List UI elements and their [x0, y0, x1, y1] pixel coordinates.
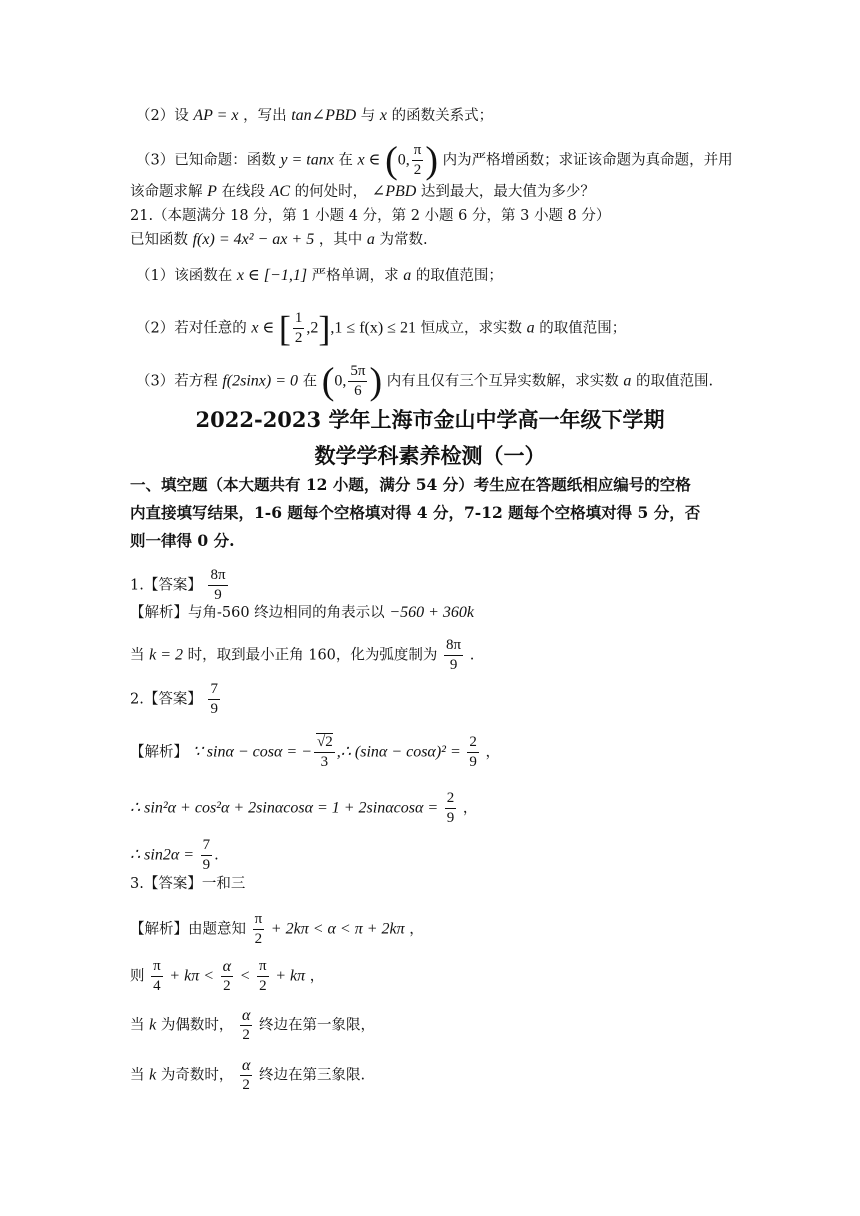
q3-x: x ∈ — [357, 151, 381, 169]
a3-exp3-suffix: 终边在第一象限， — [258, 1017, 375, 1034]
a3-exp1-expr: + 2kπ < α < π + 2kπ — [270, 920, 405, 938]
a2-exp1-because: ∵ sinα − cosα = − — [192, 743, 312, 761]
q2-ap-expr: AP = x — [193, 107, 239, 124]
a2-exp1-prefix: 【解析】 — [130, 744, 188, 761]
q3-pi-over-2: $\frac{\pi}{2}$ — [413, 142, 422, 178]
q21-p3-mid2: 内有且仅有三个互异实数解，求实数 — [386, 373, 619, 390]
q21-part2: （2）若对任意的 x ∈ [ $\frac{1}{2}$ ,2],1 ≤ f(x) ≤ 21 恒成立，求实数 a 的取值范围； — [136, 308, 627, 349]
q21-p2-half: $\frac{1}{2}$ — [294, 310, 303, 346]
answer-3-exp2 — [130, 957, 324, 996]
answer-3-exp3 — [130, 1006, 375, 1045]
q21-p1-suffix: 的取值范围； — [415, 268, 503, 284]
a3-exp4-mid: 为奇数时， — [160, 1067, 234, 1084]
q21-p2-rest: ,2 — [306, 319, 319, 337]
q3-mid2: 在线段 — [221, 184, 265, 200]
q3-prefix: （3）已知命题：函数 — [136, 152, 276, 169]
a2-exp3-expr: ∴ sin2α = — [130, 846, 195, 864]
a3-exp1-suffix: ， — [409, 921, 424, 938]
a1-exp1-expr: −560 + 360k — [389, 604, 474, 621]
a3-exp4-suffix: 终边在第三象限. — [258, 1067, 366, 1084]
q2-suffix: 的函数关系式； — [391, 108, 494, 124]
q21-given-suffix-a: ，其中 — [318, 232, 363, 248]
a2-exp3-suffix: . — [214, 847, 219, 864]
q21-p3-mid: 在 — [302, 373, 318, 390]
a3-exp1-frac: $\frac{\pi}{2}$ — [254, 911, 263, 947]
q3-angle: ∠PBD — [371, 183, 417, 200]
a3-exp2-suffix: ， — [309, 968, 325, 985]
q21-p2-a: a — [526, 319, 535, 337]
exam-title-line2: 数学学科素养检测（一） — [314, 443, 546, 468]
q21-part3: （3）若方程 f(2sinx) = 0 在 (0, $\frac{5\pi}{6}$ ) 内有且仅有三个互异实数解，求实数 a 的取值范围. — [136, 360, 714, 403]
q20-part3-line2 — [130, 182, 595, 202]
q3-mid3: 的何处时， — [294, 184, 368, 200]
q2-prefix: （2）设 — [136, 108, 189, 124]
answer-2 — [130, 680, 222, 719]
q21-given-func: f(x) = 4x² − ax + 5 — [192, 231, 315, 248]
q21-given-prefix: 已知函数 — [130, 232, 188, 248]
q2-mid1: ，写出 — [243, 108, 287, 124]
q3-interval-left: 0, — [397, 151, 410, 169]
q21-part1 — [136, 266, 503, 286]
q21-p2-x: x ∈ — [251, 319, 275, 337]
a3-exp2-frac2: $\frac{\alpha}{2}$ — [222, 958, 232, 994]
q21-p2-mid: 恒成立，求实数 — [420, 320, 523, 337]
answer-1 — [130, 566, 230, 605]
answer-1-exp1 — [130, 603, 474, 623]
q2-tan-expr: tan∠PBD — [291, 107, 357, 124]
answer-2-label: 2.【答案】 — [130, 691, 202, 708]
answer-3-exp1 — [130, 910, 424, 949]
q3-p: P — [207, 183, 217, 200]
answer-1-label: 1.【答案】 — [130, 577, 202, 594]
q21-p3-prefix: （3）若方程 — [136, 373, 218, 390]
a2-exp1-sqrt-frac: $\frac{√2}{3}$ — [314, 733, 335, 772]
q3-func: y = tanx — [280, 151, 334, 169]
q21-p2-ineq: ,1 ≤ f(x) ≤ 21 — [330, 319, 416, 337]
section1-line2: 内直接填写结果，1-6 题每个空格填对得 4 分，7-12 题每个空格填对得 5 分，否 — [130, 503, 701, 522]
a3-exp4-k: k — [149, 1066, 157, 1084]
a3-exp3-frac: $\frac{\alpha}{2}$ — [241, 1007, 251, 1043]
q3-line2-prefix: 该命题求解 — [130, 184, 203, 200]
a1-exp2-mid: 时，取到最小正角 160，化为弧度制为 — [187, 647, 438, 664]
a3-exp2-frac3: $\frac{\pi}{2}$ — [259, 958, 267, 994]
answer-2-value: $\frac{7}{9}$ — [210, 681, 218, 717]
q3-ac: AC — [269, 183, 291, 200]
q21-p2-prefix: （2）若对任意的 — [136, 320, 247, 337]
q21-p3-a: a — [623, 372, 632, 390]
a2-exp2-suffix: ， — [462, 800, 478, 817]
a2-exp2-frac: $\frac{2}{9}$ — [446, 790, 455, 826]
q21-given-a: a — [366, 231, 375, 248]
q21-p1-interval: x ∈ [−1,1] — [236, 267, 308, 284]
q2-mid2: 与 — [360, 108, 376, 124]
q21-given — [130, 230, 428, 250]
answer-3-label: 3.【答案】一和三 — [130, 876, 246, 892]
q20-part3-line1: （3）已知命题：函数 y = tanx 在 x ∈ (0, $\frac{\pi}{2}$ ) 内为严格增函数；求证该命题为真命题，并用 — [136, 139, 733, 182]
q21-p1-a: a — [403, 267, 412, 284]
q21-p3-eq: f(2sinx) = 0 — [222, 372, 299, 390]
q2-x: x — [379, 107, 387, 124]
section1-line3: 则一律得 0 分. — [130, 531, 235, 550]
a3-exp4-frac: $\frac{\alpha}{2}$ — [241, 1057, 251, 1093]
answer-2-exp3 — [130, 836, 219, 875]
q3-line2-suffix: 达到最大，最大值为多少？ — [420, 184, 595, 200]
a2-exp3-frac: $\frac{7}{9}$ — [202, 837, 211, 873]
a3-exp2-prefix: 则 — [130, 968, 145, 985]
answer-3-exp4 — [130, 1056, 365, 1095]
a2-exp2-expr: ∴ sin²α + cos²α + 2sinαcosα = 1 + 2sinαcosα = — [130, 799, 439, 817]
a3-exp3-mid: 为偶数时， — [160, 1017, 234, 1034]
a3-exp2-m1: + kπ < — [169, 967, 215, 985]
answer-1-value: $\frac{8\pi}{9}$ — [210, 567, 226, 603]
answer-2-exp1 — [130, 733, 500, 772]
a1-exp2-k: k = 2 — [149, 646, 184, 664]
a2-exp1-therefore: ,∴ (sinα − cosα)² = — [336, 743, 461, 761]
a3-exp4-prefix: 当 — [130, 1067, 145, 1084]
q21-header: 21.（本题满分 18 分，第 1 小题 4 分，第 2 小题 6 分，第 3 小题 8 分） — [130, 208, 611, 224]
a2-exp1-suffix: ， — [485, 744, 500, 761]
a3-exp1-prefix: 【解析】由题意知 — [130, 921, 246, 938]
a3-exp2-frac1: $\frac{\pi}{4}$ — [153, 958, 161, 994]
answer-1-exp2 — [130, 636, 474, 675]
a3-exp3-k: k — [149, 1016, 157, 1034]
q3-mid1: 在 — [338, 152, 353, 169]
exam-title-line1: 2022-2023 学年上海市金山中学高一年级下学期 — [195, 407, 665, 432]
answer-2-exp2 — [130, 789, 477, 828]
q21-given-suffix-b: 为常数. — [379, 232, 428, 248]
a3-exp3-prefix: 当 — [130, 1017, 145, 1034]
q21-p2-suffix: 的取值范围； — [539, 320, 627, 337]
a3-exp2-m3: + kπ — [275, 967, 306, 985]
q3-suffix: 内为严格增函数；求证该命题为真命题，并用 — [442, 152, 733, 169]
a1-exp2-value: $\frac{8\pi}{9}$ — [446, 637, 462, 673]
q21-p3-int-left: 0, — [334, 372, 347, 390]
a1-exp2-prefix: 当 — [130, 647, 145, 664]
a1-exp1-prefix: 【解析】与角-560 终边相同的角表示以 — [130, 605, 385, 621]
q21-p3-5pi-over-6: $\frac{5\pi}{6}$ — [350, 363, 366, 399]
q20-part2 — [136, 106, 493, 126]
a1-exp2-suffix: . — [469, 647, 475, 664]
q21-p1-prefix: （1）该函数在 — [136, 268, 233, 284]
a3-exp2-m2: < — [239, 967, 251, 985]
section1-line1: 一、填空题（本大题共有 12 小题，满分 54 分）考生应在答题纸相应编号的空格 — [130, 475, 691, 494]
a2-exp1-frac2: $\frac{2}{9}$ — [469, 734, 477, 770]
q21-p1-mid: 严格单调，求 — [311, 268, 399, 284]
q21-p3-suffix: 的取值范围. — [635, 373, 714, 390]
